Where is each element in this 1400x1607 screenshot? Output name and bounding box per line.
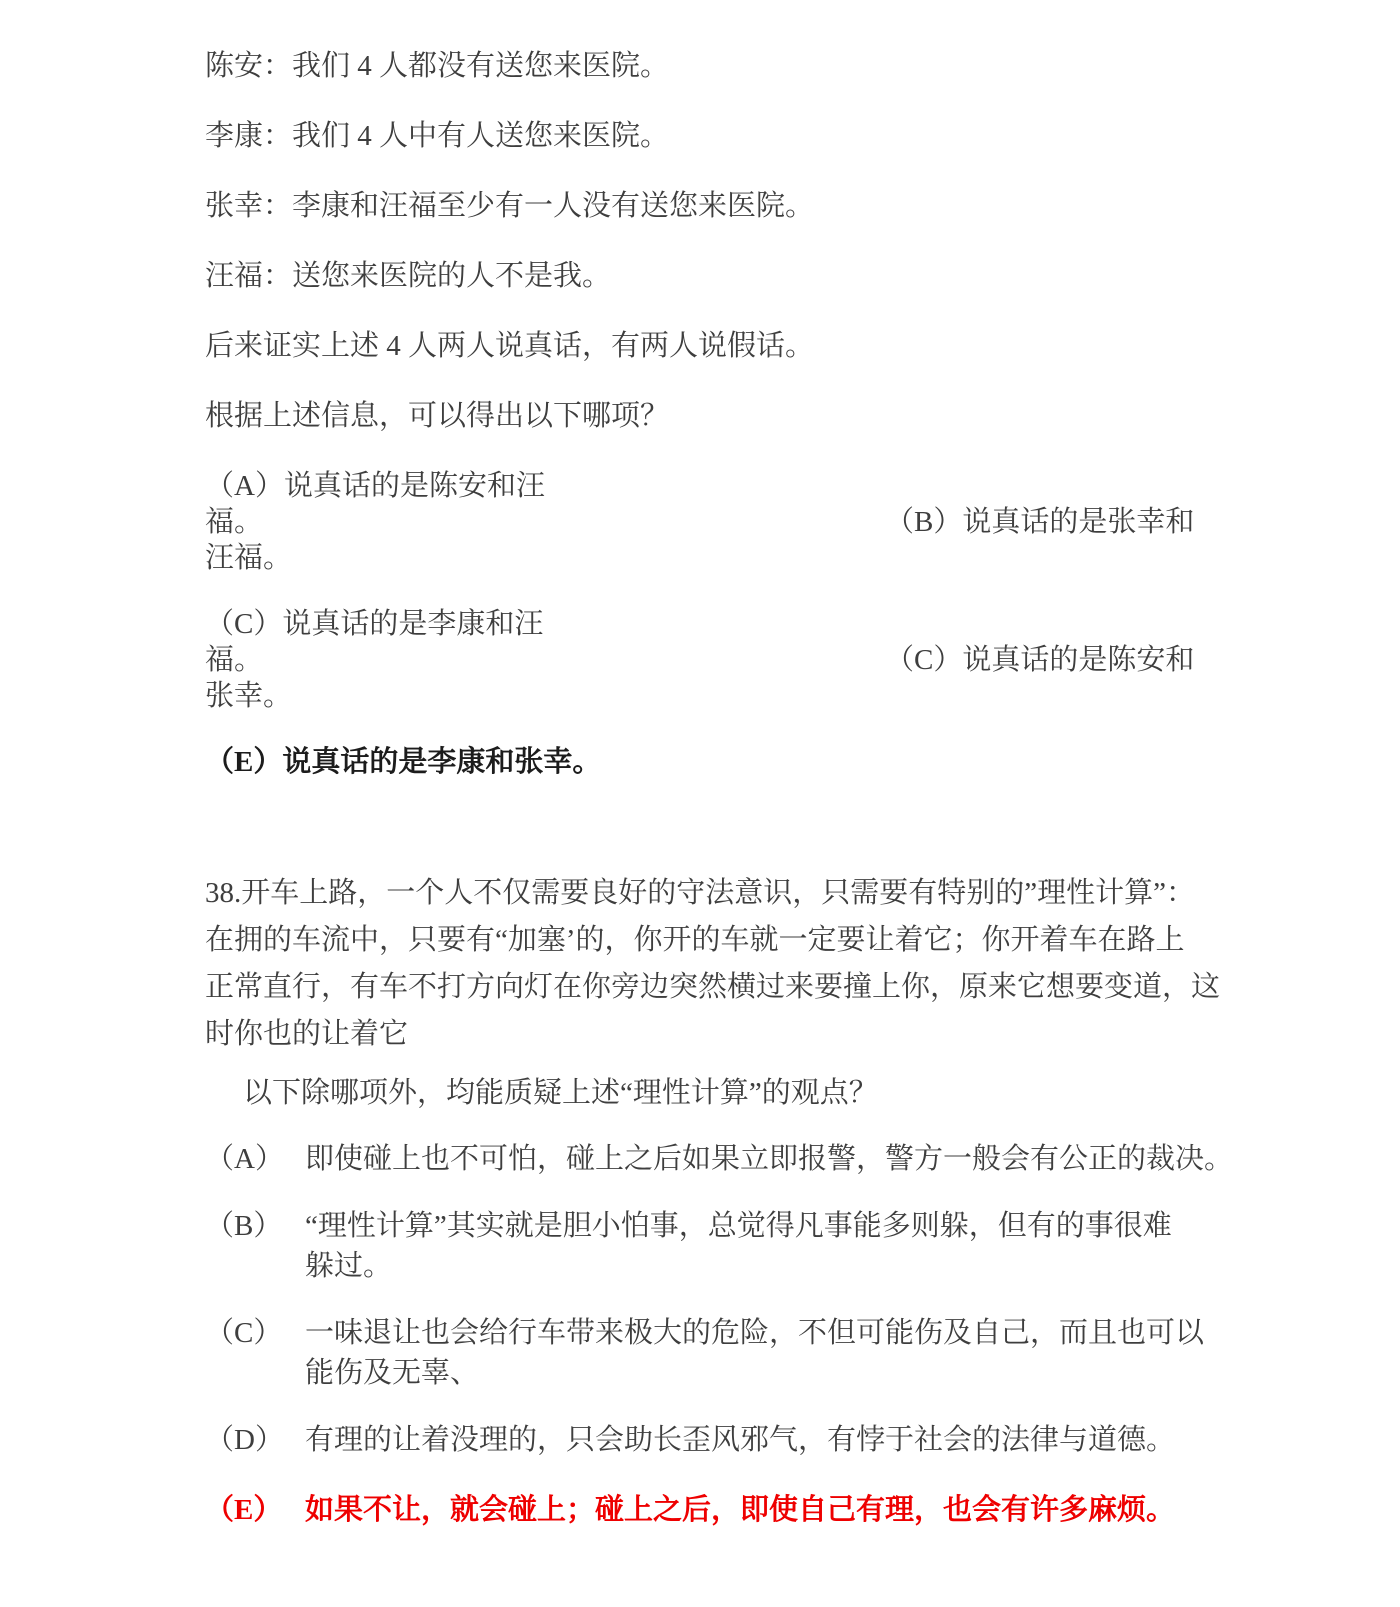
q38-stem-line: 在拥的车流中，只要有“加塞’的，你开的车就一定要让着它；你开着车在路上 bbox=[205, 924, 1185, 956]
q37-options-cd-block bbox=[205, 606, 1210, 714]
q37-options-cd-row2 bbox=[205, 642, 1210, 678]
q38-option-c-text: 一味退让也会给行车带来极大的危险，不但可能伤及自己，而且也可以 能伤及无辜、 bbox=[305, 1317, 1205, 1389]
q38-option-a-label: （A） bbox=[205, 1143, 284, 1175]
q38-option-a-text: 即使碰上也不可怕，碰上之后如果立即报警，警方一般会有公正的裁决。 bbox=[305, 1143, 1234, 1175]
statement-wang-fu: 汪福：送您来医院的人不是我。 bbox=[205, 260, 612, 292]
q37-option-c-wrap: 福。 bbox=[205, 644, 264, 676]
q38-option-d-label: （D） bbox=[205, 1424, 284, 1456]
q38-option-e-text: 如果不让，就会碰上；碰上之后，即使自己有理，也会有许多麻烦。 bbox=[305, 1494, 1176, 1526]
q38-option-c-label: （C） bbox=[205, 1317, 283, 1349]
statement-li-kang: 李康：我们 4 人中有人送您来医院。 bbox=[205, 120, 670, 152]
q37-option-b-wrap: 汪福。 bbox=[205, 542, 293, 574]
q37-options-ab-row2 bbox=[205, 504, 1210, 540]
q37-option-a-line1: （A）说真话的是陈安和汪 bbox=[205, 470, 545, 502]
question-line: 根据上述信息，可以得出以下哪项？ bbox=[205, 400, 670, 432]
q38-question-prompt: 以下除哪项外，均能质疑上述“理性计算”的观点？ bbox=[243, 1077, 878, 1109]
q38-option-d bbox=[205, 1420, 1210, 1460]
q38-stem-line: 38.开车上路，一个人不仅需要良好的守法意识，只需要有特别的”理性计算”： bbox=[205, 877, 1195, 909]
q37-options-ab-block bbox=[205, 468, 1210, 576]
q38-option-b-text: “理性计算”其实就是胆小怕事，总觉得凡事能多则躲，但有的事很难 躲过。 bbox=[305, 1210, 1172, 1282]
q37-option-d-line1: （C）说真话的是陈安和 bbox=[885, 644, 1195, 676]
q38-option-e-answer bbox=[205, 1490, 1210, 1530]
q37-option-c-line1: （C）说真话的是李康和汪 bbox=[205, 608, 544, 640]
statement-chen-an: 陈安：我们 4 人都没有送您来医院。 bbox=[205, 50, 670, 82]
q38-option-c bbox=[205, 1313, 1210, 1393]
q38-option-b bbox=[205, 1206, 1210, 1286]
q37-option-d-wrap: 张幸。 bbox=[205, 680, 293, 712]
fact-line: 后来证实上述 4 人两人说真话，有两人说假话。 bbox=[205, 330, 815, 362]
q38-option-b-label: （B） bbox=[205, 1210, 283, 1242]
q37-option-b-line1: （B）说真话的是张幸和 bbox=[885, 506, 1195, 538]
q38-option-d-text: 有理的让着没理的，只会助长歪风邪气，有悖于社会的法律与道德。 bbox=[305, 1424, 1176, 1456]
statement-zhang-xing: 张幸：李康和汪福至少有一人没有送您来医院。 bbox=[205, 190, 815, 222]
q38-stem-paragraph bbox=[205, 870, 1221, 1058]
q38-option-a bbox=[205, 1139, 1234, 1179]
q38-option-e-label: （E） bbox=[205, 1494, 283, 1526]
q37-option-e-answer: （E）说真话的是李康和张幸。 bbox=[205, 746, 602, 778]
q38-stem-line: 正常直行，有车不打方向灯在你旁边突然横过来要撞上你，原来它想要变道，这 bbox=[205, 971, 1221, 1003]
q38-stem-line: 时你也的让着它 bbox=[205, 1018, 409, 1050]
q37-option-a-wrap: 福。 bbox=[205, 506, 264, 538]
